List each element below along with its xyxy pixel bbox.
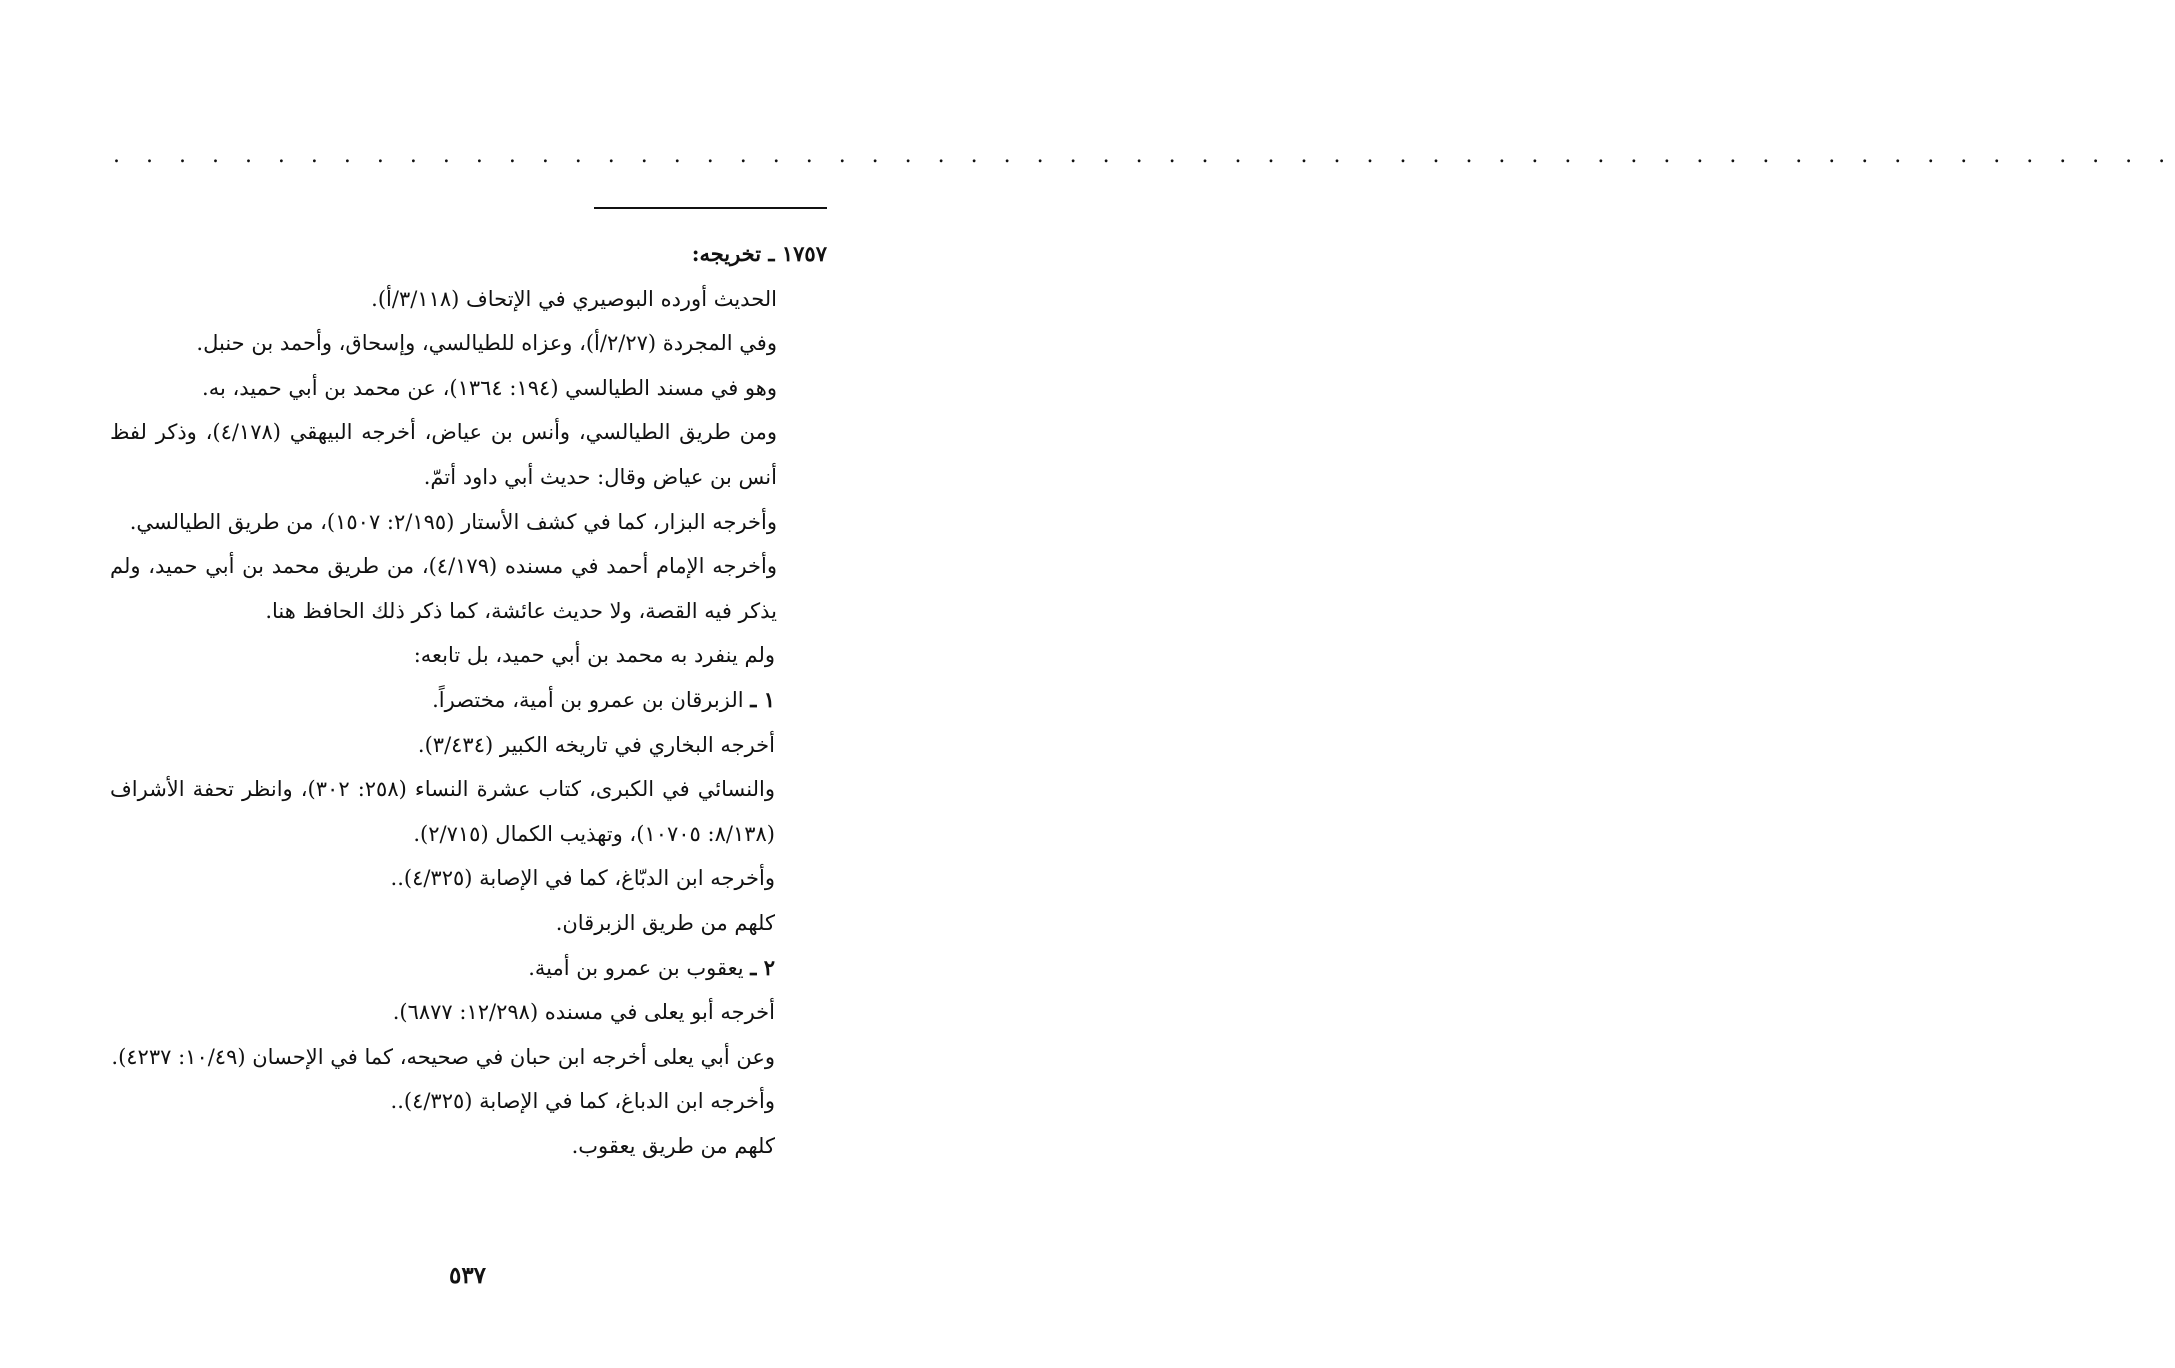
paragraph: وأخرجه ابن الدبّاغ، كما في الإصابة (٤/٣٢٥).. [390,866,775,891]
list-item [110,678,827,723]
list-item [110,946,827,991]
paragraph: وأخرجه الإمام أحمد في مسنده (٤/١٧٩)، من طريق محمد بن أبي حميد، ولم يذكر فيه القصة، ولا حديث عائشة، كما ذكر ذلك الحافظ هنا. [110,554,777,623]
list-item-text: يعقوب بن عمرو بن أمية. [528,955,744,980]
section-heading: ١٧٥٧ ـ تخريجه: [691,241,827,266]
paragraph: وأخرجه ابن الدباغ، كما في الإصابة (٤/٣٢٥).. [390,1089,775,1114]
paragraph: ومن طريق الطيالسي، وأنس بن عياض، أخرجه البيهقي (٤/١٧٨)، وذكر لفظ أنس بن عياض وقال: حديث أبي داود أتمّ. [110,420,778,489]
paragraph: وهو في مسند الطيالسي (١٩٤: ١٣٦٤)، عن محمد بن أبي حميد، به. [202,375,777,400]
paragraph: ولم ينفرد به محمد بن أبي حميد، بل تابعه: [413,643,775,668]
list-item-text: الزبرقان بن عمرو بن أمية، مختصراً. [432,687,744,712]
paragraph: والنسائي في الكبرى، كتاب عشرة النساء (٢٥٨: ٣٠٢)، وانظر تحفة الأشراف (٨/١٣٨: ١٠٧٠٥)، وتهذيب الكمال (٢/٧١٥). [110,777,775,846]
page-body [110,232,827,1168]
paragraph: كلهم من طريق الزبرقان. [555,910,775,935]
paragraph: وأخرجه البزار، كما في كشف الأستار (٢/١٩٥: ١٥٠٧)، من طريق الطيالسي. [129,509,777,534]
paragraph: كلهم من طريق يعقوب. [571,1133,775,1158]
list-number: ٢ ـ [750,954,775,980]
paragraph: أخرجه أبو يعلى في مسنده (١٢/٢٩٨: ٦٨٧٧). [392,1000,775,1025]
paragraph: وفي المجردة (٢/٢٧/أ)، وعزاه للطيالسي، وإسحاق، وأحمد بن حنبل. [196,331,777,356]
paragraph: الحديث أورده البوصيري في الإتحاف (٣/١١٨/أ). [371,286,777,311]
paragraph: أخرجه البخاري في تاريخه الكبير (٣/٤٣٤). [417,732,775,757]
list-number: ١ ـ [750,686,775,712]
footnote-rule [594,207,827,209]
paragraph: وعن أبي يعلى أخرجه ابن حبان في صحيحه، كما في الإحسان (١٠/٤٩: ٤٢٣٧). [111,1044,775,1069]
separator-dots: . . . . . . . . . . . . . . . . . . . . . . . . . . . . . . . . . . . . . . . . . . . . . . . . . . . . . . . . . . . . . . . [113,143,2175,168]
page-number: ٥٣٧ [448,1262,487,1289]
